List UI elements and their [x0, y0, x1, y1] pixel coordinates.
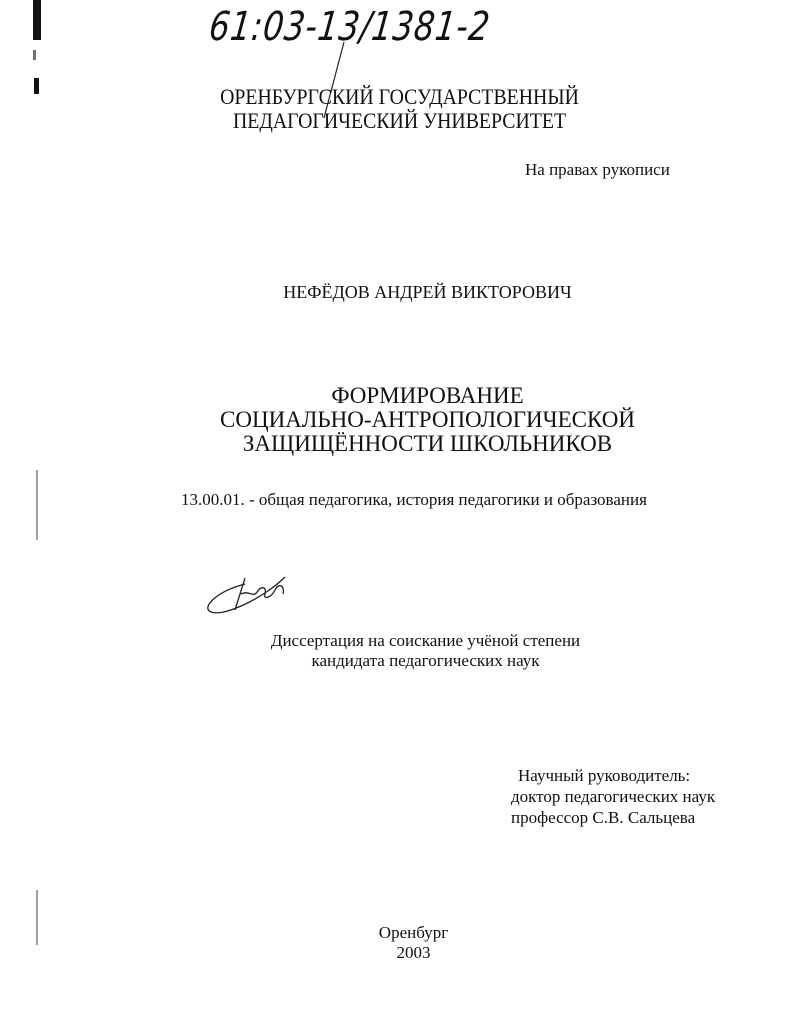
- year: 2003: [396, 943, 431, 962]
- title-line-1: ФОРМИРОВАНИЕ: [331, 383, 524, 408]
- city: Оренбург: [378, 923, 449, 942]
- supervisor-label: Научный руководитель:: [518, 766, 691, 785]
- university-line-1: ОРЕНБУРГСКИЙ ГОСУДАРСТВЕННЫЙ: [220, 84, 579, 109]
- archive-number-handwritten: 61:03-13/1381-2: [206, 4, 493, 50]
- degree-line-2: кандидата педагогических наук: [311, 651, 540, 670]
- degree-line-1: Диссертация на соискание учёной степени: [270, 631, 581, 650]
- university-line-2: ПЕДАГОГИЧЕСКИЙ УНИВЕРСИТЕТ: [232, 108, 567, 133]
- specialty: 13.00.01. - общая педагогика, история педагогики и образования: [181, 490, 647, 509]
- supervisor-name: профессор С.В. Сальцева: [511, 808, 696, 827]
- signature: [205, 572, 295, 622]
- title-line-2: СОЦИАЛЬНО-АНТРОПОЛОГИЧЕСКОЙ: [220, 407, 635, 432]
- supervisor-degree: доктор педагогических наук: [511, 787, 716, 806]
- author-name: НЕФЁДОВ АНДРЕЙ ВИКТОРОВИЧ: [283, 282, 572, 302]
- title-line-3: ЗАЩИЩЁННОСТИ ШКОЛЬНИКОВ: [242, 431, 613, 456]
- manuscript-note: На правах рукописи: [525, 160, 670, 179]
